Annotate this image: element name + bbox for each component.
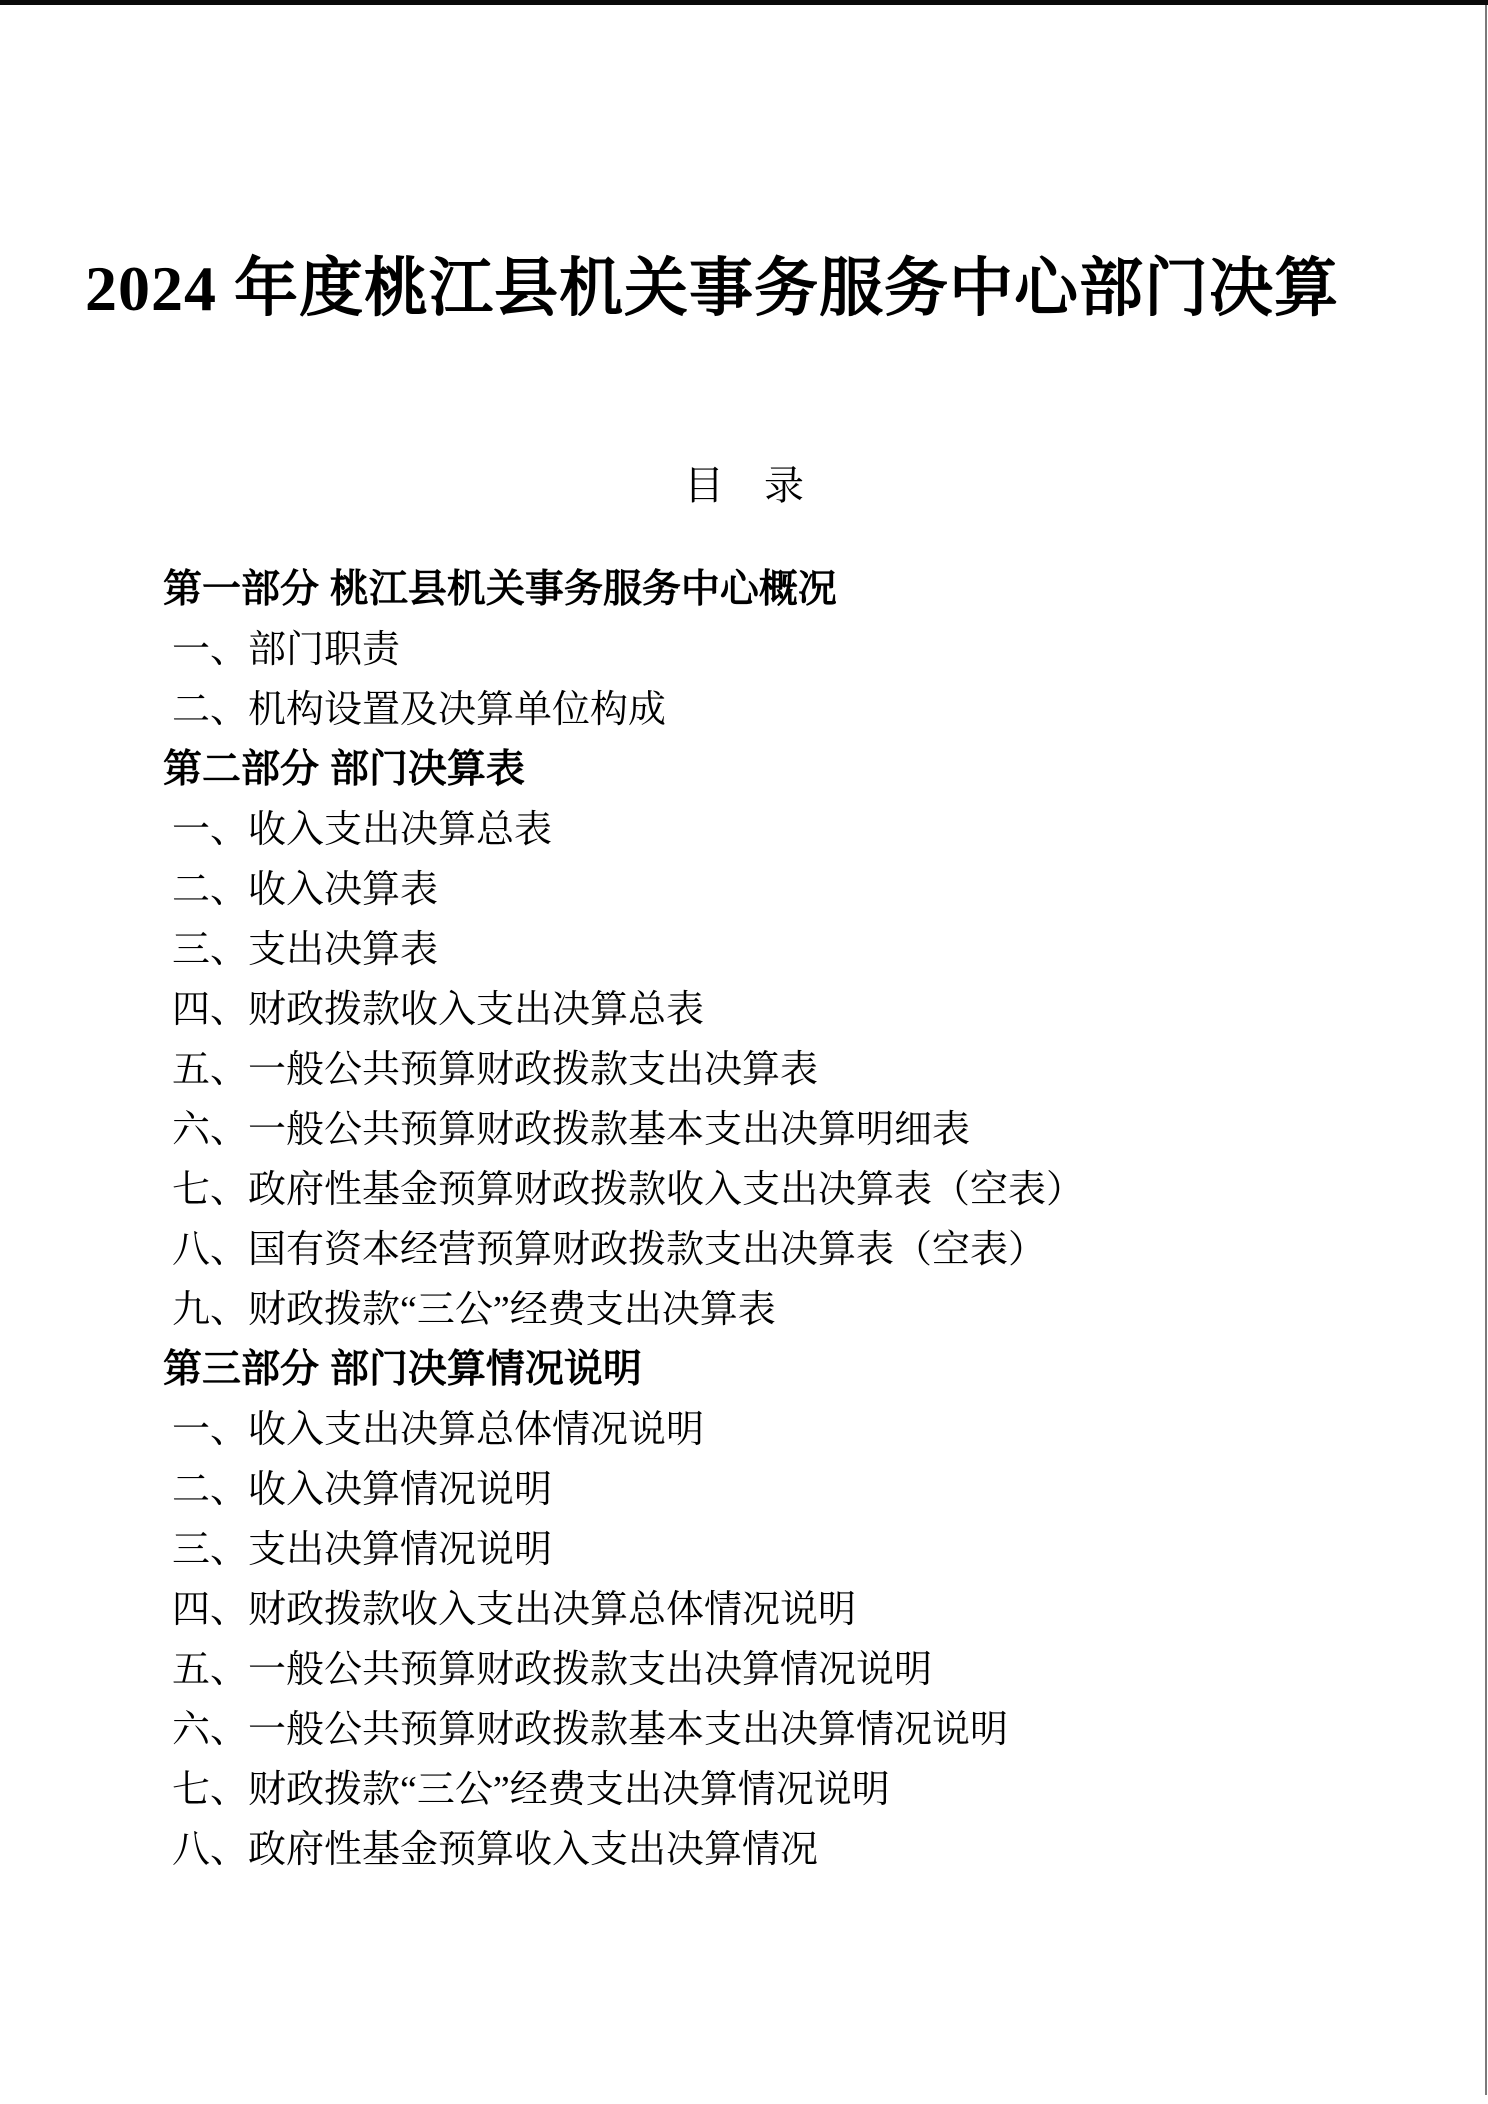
toc-item-part3-8: 八、政府性基金预算收入支出决算情况 — [172, 1829, 819, 1871]
toc-section-3-header: 第三部分 部门决算情况说明 — [163, 1348, 642, 1391]
toc-section-2-header: 第二部分 部门决算表 — [163, 748, 525, 791]
toc-item-part2-6: 六、一般公共预算财政拨款基本支出决算明细表 — [172, 1109, 971, 1151]
toc-item-part2-3: 三、支出决算表 — [172, 929, 439, 971]
toc-item-part2-4: 四、财政拨款收入支出决算总表 — [172, 989, 705, 1031]
toc-item-part3-6: 六、一般公共预算财政拨款基本支出决算情况说明 — [172, 1709, 1009, 1751]
toc-item-part2-5: 五、一般公共预算财政拨款支出决算表 — [172, 1049, 819, 1091]
toc-item-part1-1: 一、部门职责 — [172, 629, 401, 671]
toc-item-part1-2: 二、机构设置及决算单位构成 — [172, 689, 667, 731]
toc-item-part2-2: 二、收入决算表 — [172, 869, 439, 911]
toc-item-part3-5: 五、一般公共预算财政拨款支出决算情况说明 — [172, 1649, 933, 1691]
table-of-contents — [0, 560, 1488, 1880]
document-title: 2024 年度桃江县机关事务服务中心部门决算 — [85, 253, 1339, 324]
toc-item-part2-8: 八、国有资本经营预算财政拨款支出决算表（空表） — [172, 1229, 1047, 1271]
toc-item-part3-2: 二、收入决算情况说明 — [172, 1469, 553, 1511]
toc-heading: 目 录 — [684, 463, 804, 508]
page-top-border — [0, 0, 1488, 5]
toc-section-1-header: 第一部分 桃江县机关事务服务中心概况 — [163, 568, 837, 611]
toc-item-part2-9: 九、财政拨款“三公”经费支出决算表 — [172, 1289, 776, 1331]
toc-item-part3-4: 四、财政拨款收入支出决算总体情况说明 — [172, 1589, 857, 1631]
toc-item-part3-3: 三、支出决算情况说明 — [172, 1529, 553, 1571]
toc-item-part3-1: 一、收入支出决算总体情况说明 — [172, 1409, 705, 1451]
toc-item-part2-1: 一、收入支出决算总表 — [172, 809, 553, 851]
toc-item-part2-7: 七、政府性基金预算财政拨款收入支出决算表（空表） — [172, 1169, 1085, 1211]
toc-item-part3-7: 七、财政拨款“三公”经费支出决算情况说明 — [172, 1769, 890, 1811]
